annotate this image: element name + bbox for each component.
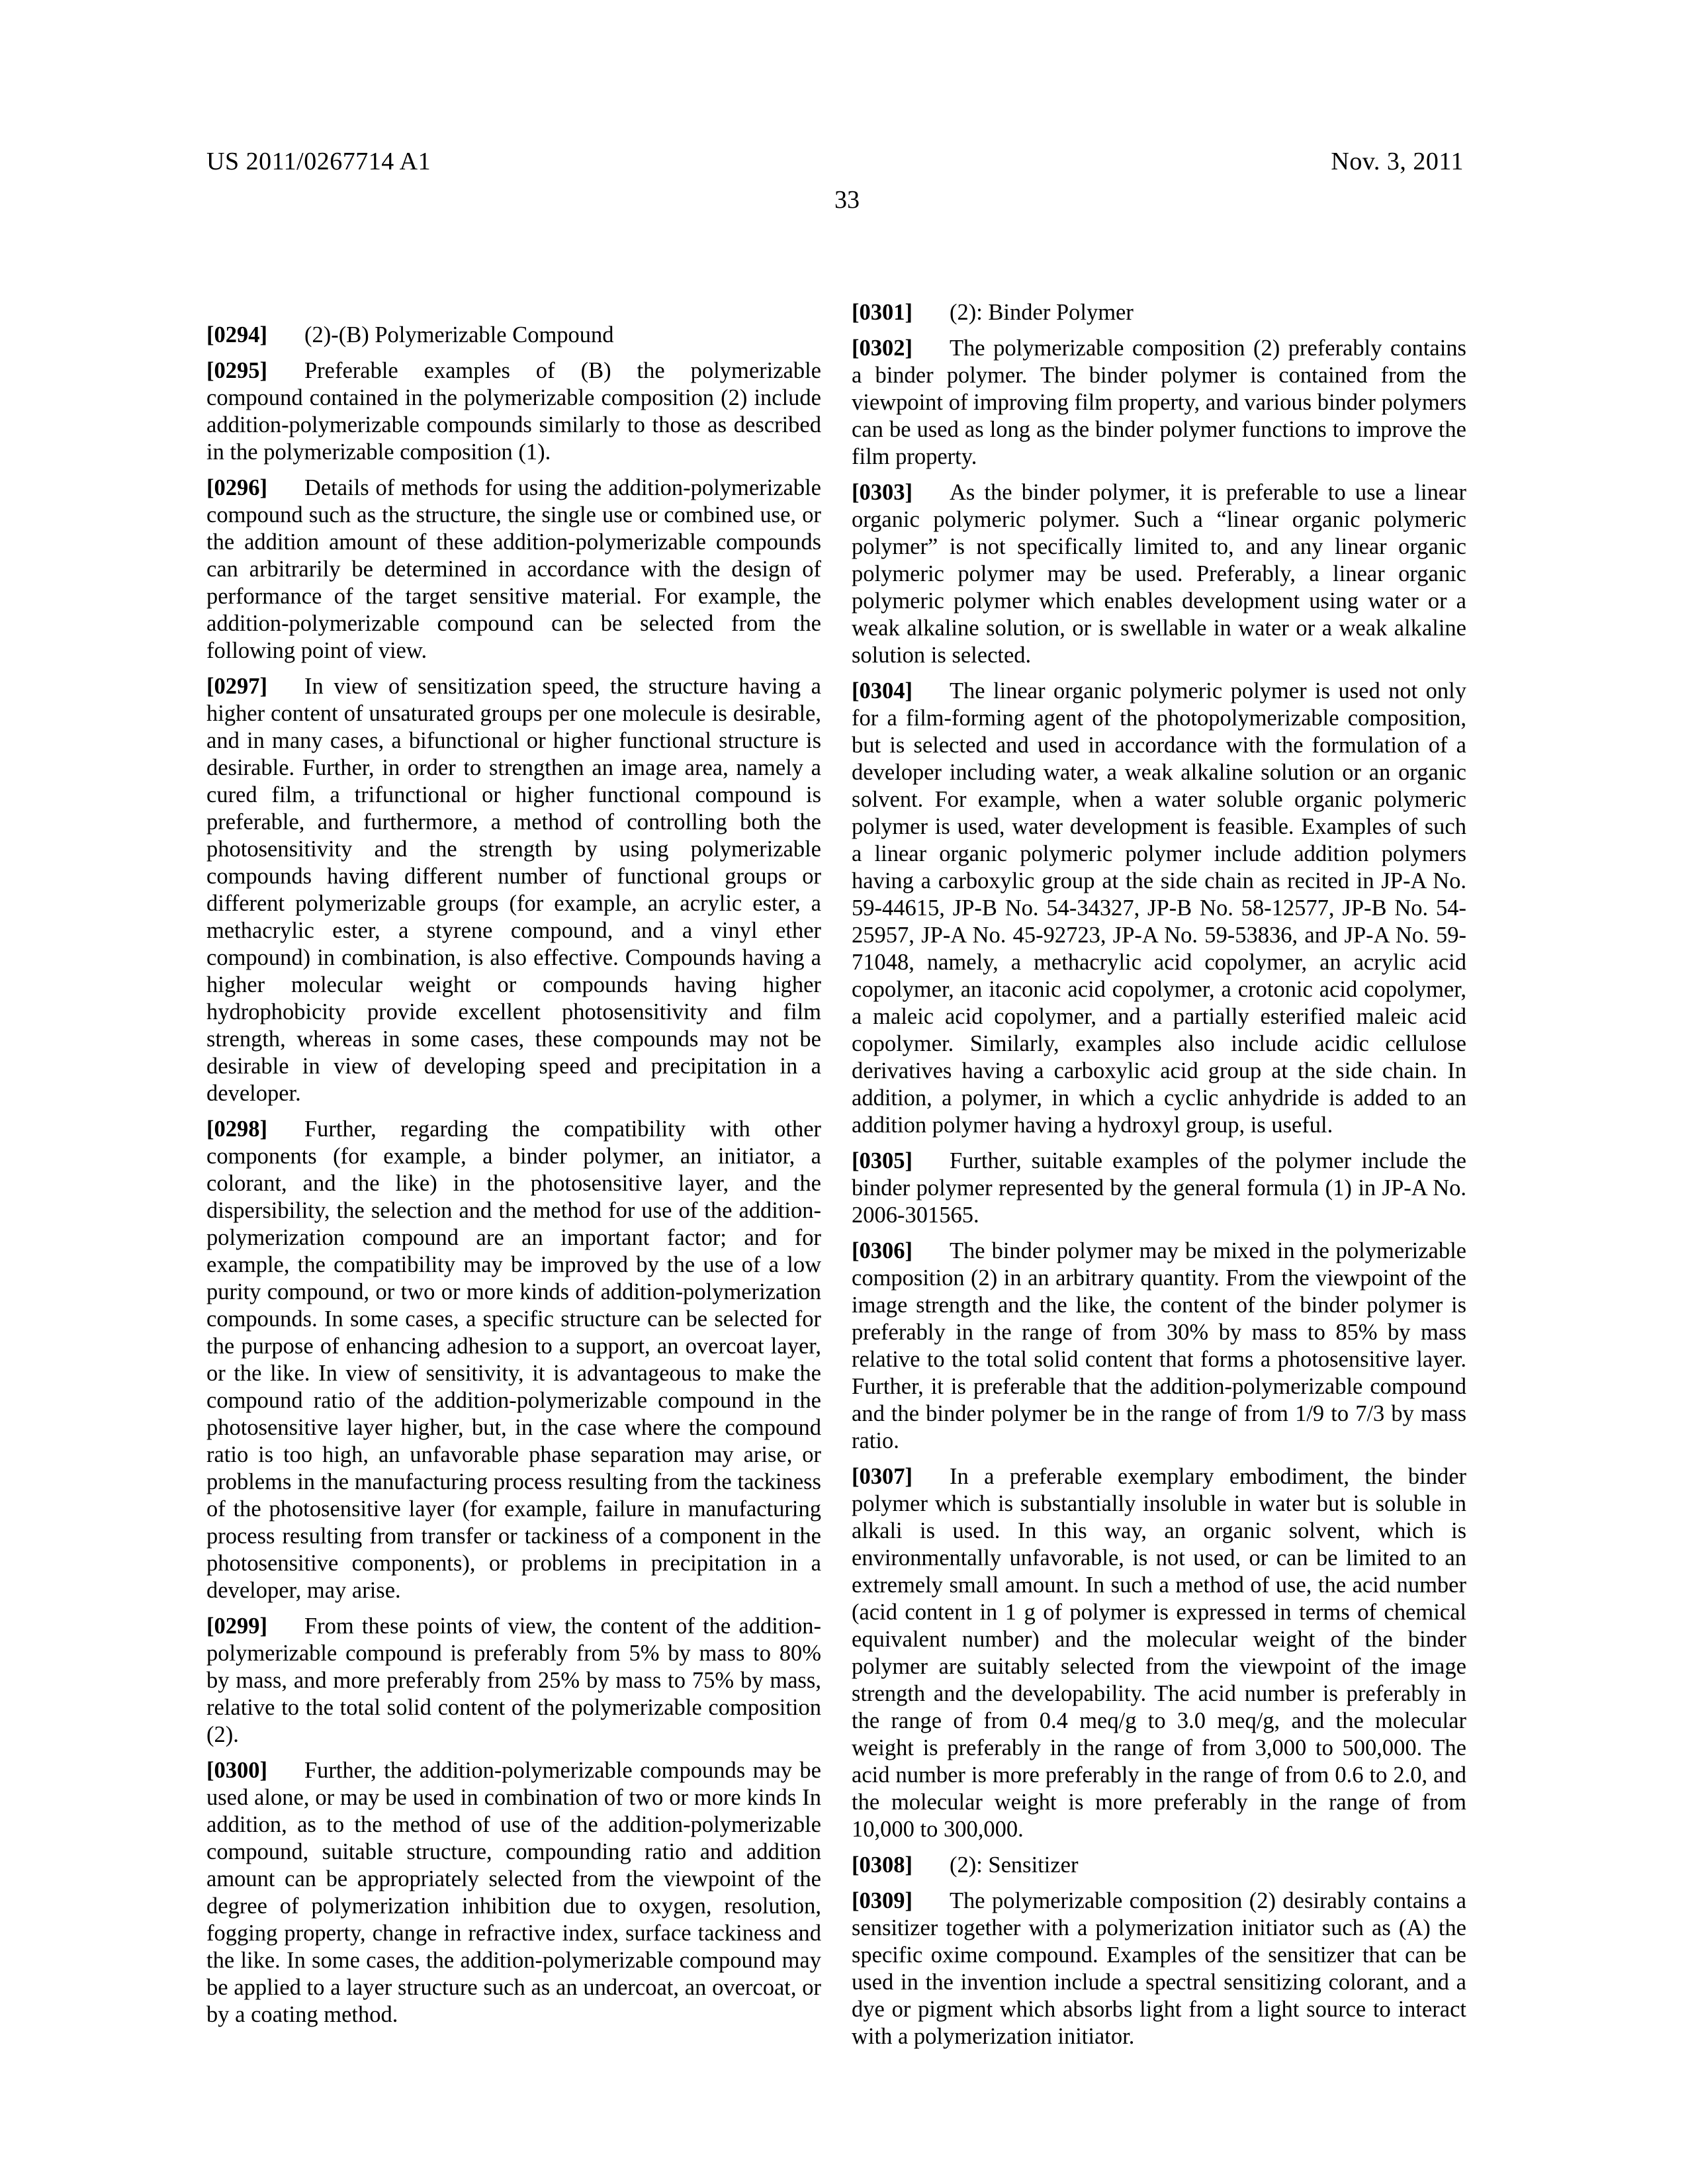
page-number: 33 (834, 186, 860, 214)
paragraph-0303 (852, 479, 1466, 669)
paragraph-text: The linear organic polymeric polymer is used not only for a film-forming agent of the photopolymerizable composition, but is selected and used in accordance with the formulation of a developer including water, a weak alkaline solution or an organic solvent. For example, when a water soluble organic polymeric polymer is used, water development is feasible. Examples of such a linear organic polymeric polymer include addition polymers having a carboxylic group at the side chain as recited in JP-A No. 59-44615, JP-B No. 54-34327, JP-B No. 58-12577, JP-B No. 54-25957, JP-A No. 45-92723, JP-A No. 59-53836, and JP-A No. 59-71048, namely, a methacrylic acid copolymer, an acrylic acid copolymer, an itaconic acid copolymer, a crotonic acid copolymer, a maleic acid copolymer, and a partially esterified maleic acid copolymer. Similarly, examples also include acidic cellulose derivatives having a carboxylic acid group at the side chain. In addition, a polymer, in which a cyclic anhydride is added to an addition polymer having a hydroxyl group, is useful. (852, 678, 1466, 1138)
paragraph-text: (2): Binder Polymer (949, 300, 1134, 325)
paragraph-number: [0297] (206, 674, 267, 699)
paragraph-0295 (206, 357, 821, 466)
paragraph-number: [0307] (852, 1464, 913, 1489)
paragraph-number: [0301] (852, 300, 913, 325)
paragraph-0302 (852, 335, 1466, 471)
paragraph-number: [0306] (852, 1238, 913, 1263)
publication-date: Nov. 3, 2011 (1331, 148, 1464, 175)
paragraph-number: [0300] (206, 1758, 267, 1783)
paragraph-text: In a preferable exemplary embodiment, the binder polymer which is substantially insoluble in water but is soluble in alkali is used. In this way, an organic solvent, which is environmentally unfavorable, is not used, or can be limited to an extremely small amount. In such a method of use, the acid number (acid content in 1 g of polymer is expressed in terms of chemical equivalent number) and the molecular weight of the binder polymer are suitably selected from the viewpoint of the image strength and the developability. The acid number is preferably in the range of from 0.4 meq/g to 3.0 meq/g, and the molecular weight is preferably in the range of from 3,000 to 500,000. The acid number is more preferably in the range of from 0.6 to 2.0, and the molecular weight is more preferably in the range of from 10,000 to 300,000. (852, 1464, 1466, 1842)
paragraph-0301 (852, 299, 1466, 326)
paragraph-0299 (206, 1613, 821, 1749)
page-header (206, 147, 1464, 176)
paragraph-number: [0298] (206, 1116, 267, 1142)
paragraph-text: In view of sensitization speed, the structure having a higher content of unsaturated groups per one molecule is desirable, and in many cases, a bifunctional or higher functional structure is desirable. Further, in order to strengthen an image area, namely a cured film, a trifunctional or higher functional compound is preferable, and furthermore, a method of controlling both the photosensitivity and the strength by using polymerizable compounds having different number of functional groups or different polymerizable groups (for example, an acrylic ester, a methacrylic ester, a styrene compound, and a vinyl ether compound) in combination, is also effective. Compounds having a higher molecular weight or compounds having higher hydrophobicity provide excellent photosensitivity and film strength, whereas in some cases, these compounds may not be desirable in view of developing speed and precipitation in a developer. (206, 674, 821, 1106)
paragraph-0306 (852, 1238, 1466, 1455)
paragraph-number: [0304] (852, 678, 913, 704)
paragraph-text: Further, the addition-polymerizable compounds may be used alone, or may be used in combination of two or more kinds In addition, as to the method of use of the addition-polymerizable compound, suitable structure, compounding ratio and addition amount can be appropriately selected from the viewpoint of the degree of polymerization inhibition due to oxygen, resolution, fogging property, change in refractive index, surface tackiness and the like. In some cases, the addition-polymerizable compound may be applied to a layer structure such as an undercoat, an overcoat, or by a coating method. (206, 1758, 821, 2027)
paragraph-text: Further, regarding the compatibility with other components (for example, a binder polymer, an initiator, a colorant, and the like) in the photosensitive layer, and the dispersibility, the selection and the method for use of the addition-polymerization compound are an important factor; and for example, the compatibility may be improved by the use of a low purity compound, or two or more kinds of addition-polymerization compounds. In some cases, a specific structure can be selected for the purpose of enhancing adhesion to a support, an overcoat layer, or the like. In view of sensitivity, it is advantageous to make the compound ratio of the addition-polymerizable compound in the photosensitive layer higher, but, in the case where the compound ratio is too high, an unfavorable phase separation may arise, or problems in the manufacturing process resulting from the tackiness of the photosensitive layer (for example, failure in manufacturing process resulting from transfer or tackiness of a component in the photosensitive components), or problems in precipitation in a developer, may arise. (206, 1116, 821, 1603)
paragraph-text: Preferable examples of (B) the polymerizable compound contained in the polymerizable composition (2) include addition-polymerizable compounds similarly to those as described in the polymerizable composition (1). (206, 358, 821, 465)
paragraph-text: The polymerizable composition (2) desirably contains a sensitizer together with a polymerization initiator such as (A) the specific oxime compound. Examples of the sensitizer that can be used in the invention include a spectral sensitizing colorant, and a dye or pigment which absorbs light from a light source to interact with a polymerization initiator. (852, 1888, 1466, 2049)
paragraph-0298 (206, 1116, 821, 1604)
paragraph-0307 (852, 1463, 1466, 1843)
left-column (206, 299, 821, 2059)
paragraph-text: The binder polymer may be mixed in the polymerizable composition (2) in an arbitrary quantity. From the viewpoint of the image strength and the like, the content of the binder polymer is preferably in the range of from 30% by mass to 85% by mass relative to the total solid content that forms a photosensitive layer. Further, it is preferable that the addition-polymerizable compound and the binder polymer be in the range of from 1/9 to 7/3 by mass ratio. (852, 1238, 1466, 1453)
paragraph-0296 (206, 475, 821, 664)
paragraph-text: (2)-(B) Polymerizable Compound (304, 322, 614, 347)
paragraph-text: From these points of view, the content of the addition-polymerizable compound is preferably from 5% by mass to 80% by mass, and more preferably from 25% by mass to 75% by mass, relative to the total solid content of the polymerizable composition (2). (206, 1614, 821, 1747)
paragraph-0300 (206, 1757, 821, 2028)
paragraph-text: As the binder polymer, it is preferable to use a linear organic polymeric polymer. Such a “linear organic polymeric polymer” is not specifically limited to, and any linear organic polymeric polymer may be used. Preferably, a linear organic polymeric polymer which enables development using water or a weak alkaline solution, or is swellable in water or a weak alkaline solution is selected. (852, 480, 1466, 668)
paragraph-number: [0294] (206, 322, 267, 347)
paragraph-number: [0309] (852, 1888, 913, 1913)
paragraph-0294 (206, 322, 821, 349)
paragraph-number: [0302] (852, 336, 913, 361)
paragraph-number: [0308] (852, 1852, 913, 1878)
paragraph-text: Details of methods for using the addition-polymerizable compound such as the structure, the single use or combined use, or the addition amount of these addition-polymerizable compounds can arbitrarily be determined in accordance with the design of performance of the target sensitive material. For example, the addition-polymerizable compound can be selected from the following point of view. (206, 475, 821, 663)
paragraph-0305 (852, 1148, 1466, 1229)
right-column (852, 299, 1466, 2059)
paragraph-number: [0295] (206, 358, 267, 383)
paragraph-number: [0303] (852, 480, 913, 505)
paragraph-text: Further, suitable examples of the polymer include the binder polymer represented by the general formula (1) in JP-A No. 2006-301565. (852, 1148, 1466, 1228)
paragraph-number: [0296] (206, 475, 267, 500)
paragraph-text: The polymerizable composition (2) preferably contains a binder polymer. The binder polymer is contained from the viewpoint of improving film property, and various binder polymers can be used as long as the binder polymer functions to improve the film property. (852, 336, 1466, 469)
paragraph-0297 (206, 673, 821, 1107)
patent-number: US 2011/0267714 A1 (206, 148, 431, 175)
paragraph-number: [0305] (852, 1148, 913, 1173)
page-body (206, 299, 1466, 2059)
paragraph-0308 (852, 1852, 1466, 1879)
paragraph-text: (2): Sensitizer (949, 1852, 1079, 1878)
paragraph-number: [0299] (206, 1614, 267, 1639)
paragraph-0304 (852, 678, 1466, 1139)
paragraph-0309 (852, 1888, 1466, 2050)
